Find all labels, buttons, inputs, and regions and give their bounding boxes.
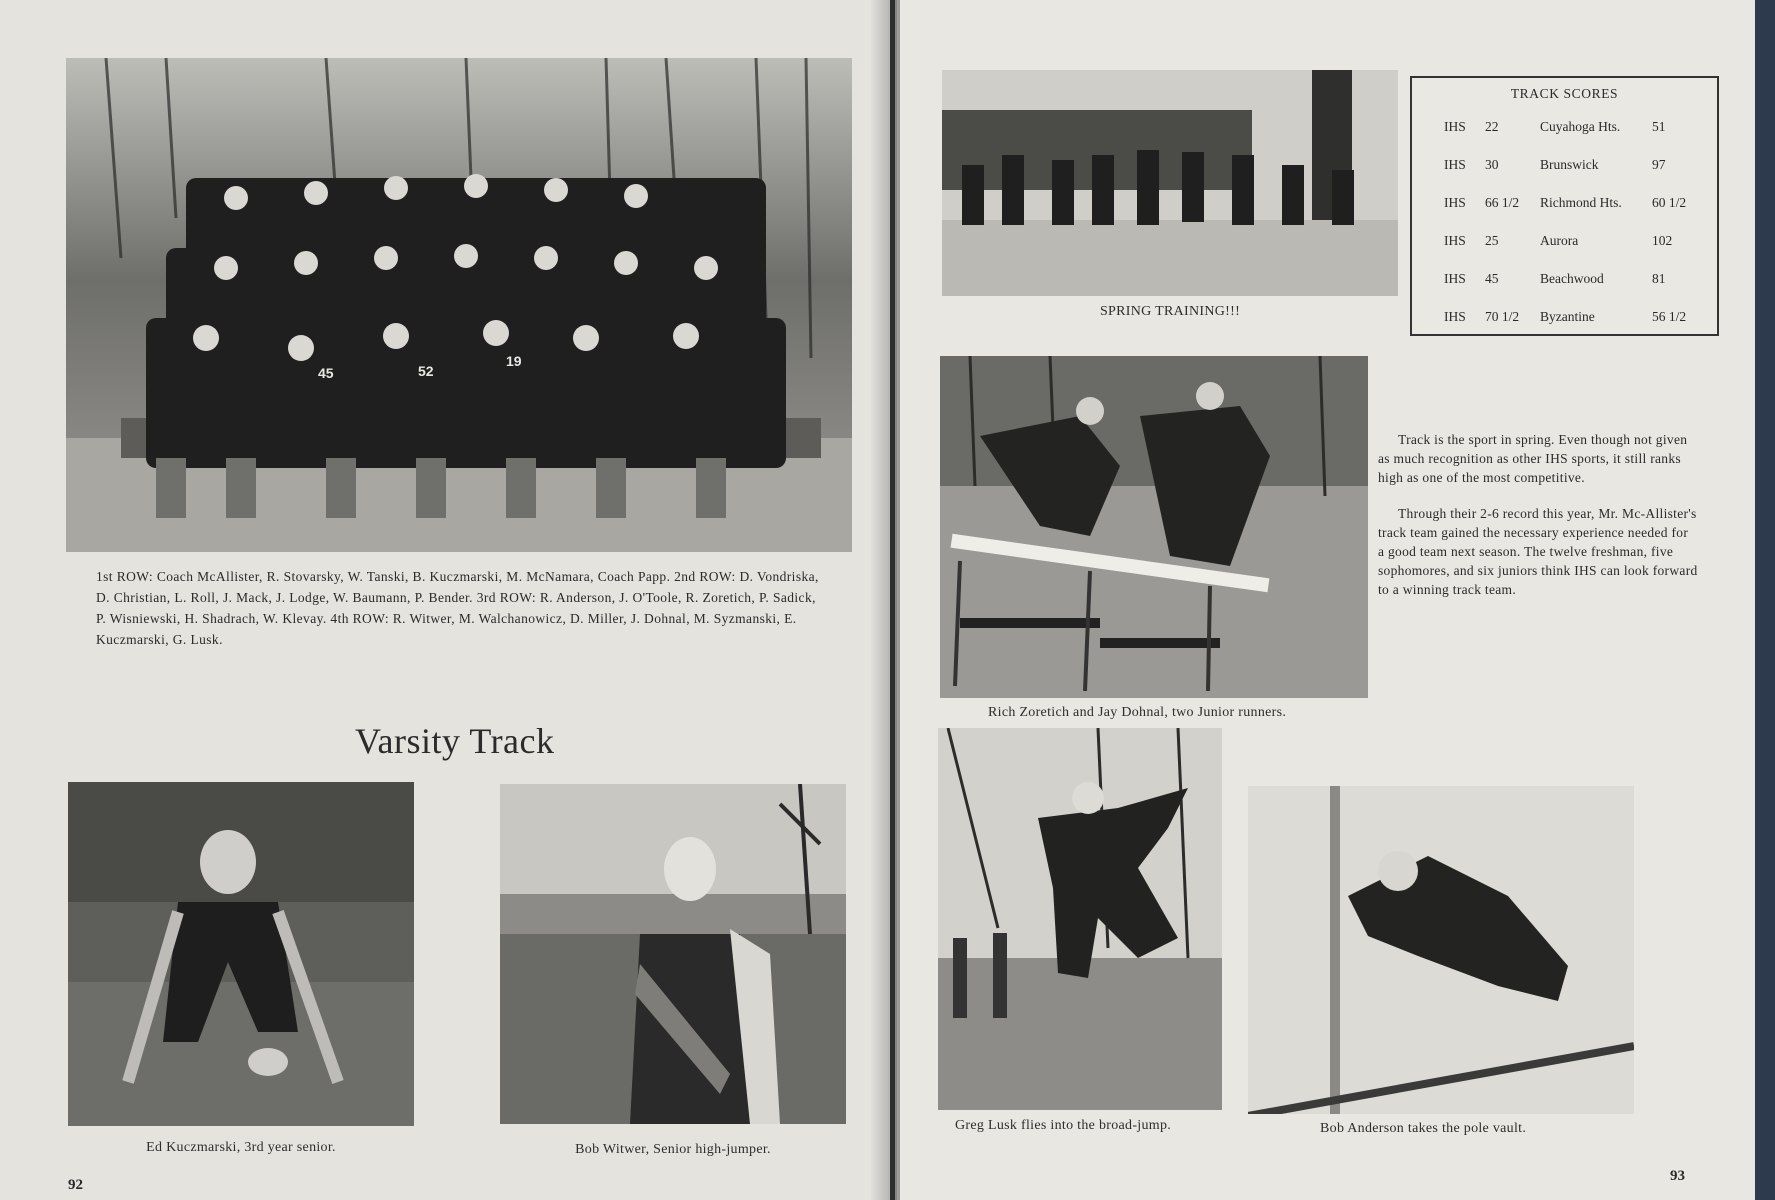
team-name: IHS xyxy=(1444,157,1466,172)
team-score: 45 xyxy=(1485,271,1499,286)
page-title: Varsity Track xyxy=(355,721,555,761)
pole-vault-caption: Bob Anderson takes the pole vault. xyxy=(1320,1121,1527,1136)
opponent-name: Aurora xyxy=(1540,233,1579,248)
jersey-number: 45 xyxy=(318,365,334,381)
opponent-name: Byzantine xyxy=(1540,309,1595,324)
jersey-number: 19 xyxy=(506,353,522,369)
opponent-score: 102 xyxy=(1652,233,1673,248)
book-cover-edge xyxy=(1755,0,1775,1200)
team-score: 70 1/2 xyxy=(1485,309,1520,324)
team-score: 25 xyxy=(1485,233,1499,248)
hurdle-caption: Rich Zoretich and Jay Dohnal, two Junior runners. xyxy=(988,705,1287,720)
high-jumper-caption: Bob Witwer, Senior high-jumper. xyxy=(575,1142,771,1157)
opponent-name: Beachwood xyxy=(1540,271,1604,286)
jersey-number: 52 xyxy=(418,363,434,379)
team-name: IHS xyxy=(1444,119,1466,134)
broad-jump-photo xyxy=(938,728,1222,1110)
team-name: IHS xyxy=(1444,309,1466,324)
team-score: 30 xyxy=(1485,157,1499,172)
score-row xyxy=(1412,271,1717,291)
book-spine xyxy=(870,0,900,1200)
article-paragraph: Through their 2-6 record this year, Mr. Mc-Allister's track team gained the necessary experience needed for a good team next season. The twelve freshman, five sophomores, and six juniors think IHS can look forward to a winning track team. xyxy=(1378,506,1698,597)
sprinter-photo xyxy=(68,782,414,1126)
score-row xyxy=(1412,119,1717,139)
sprinter-caption: Ed Kuczmarski, 3rd year senior. xyxy=(146,1140,336,1155)
opponent-score: 56 1/2 xyxy=(1652,309,1687,324)
opponent-name: Cuyahoga Hts. xyxy=(1540,119,1621,134)
score-row xyxy=(1412,195,1717,215)
page-number: 93 xyxy=(1670,1168,1685,1184)
hurdle-photo xyxy=(940,356,1368,698)
gym-training-photo xyxy=(942,70,1398,296)
team-photo xyxy=(66,58,852,552)
opponent-name: Richmond Hts. xyxy=(1540,195,1622,210)
pole-vault-photo xyxy=(1248,786,1634,1114)
opponent-score: 51 xyxy=(1652,119,1666,134)
opponent-score: 81 xyxy=(1652,271,1666,286)
score-row xyxy=(1412,157,1717,177)
page-number: 92 xyxy=(68,1177,83,1193)
opponent-score: 60 1/2 xyxy=(1652,195,1687,210)
article-text xyxy=(1378,430,1698,616)
opponent-score: 97 xyxy=(1652,157,1666,172)
team-roster-caption: 1st ROW: Coach McAllister, R. Stovarsky, W. Tanski, B. Kuczmarski, M. McNamara, Coach Papp. 2nd ROW: D. Vondriska, D. Christian, L. Roll, J. Mack, J. Lodge, W. Baumann, P. Bender. 3rd ROW: R. Anderson, J. O'Toole, R. Zoretich, P. Sadick, P. Wisniewski, H. Shadrach, W. Klevay. 4th ROW: R. Witwer, M. Walchanowicz, D. Miller, J. Dohnal, M. Syzmanski, E. Kuczmarski, G. Lusk. xyxy=(96,569,819,647)
high-jumper-photo xyxy=(500,784,846,1124)
team-name: IHS xyxy=(1444,195,1466,210)
gym-caption: SPRING TRAINING!!! xyxy=(1099,304,1241,319)
broad-jump-caption: Greg Lusk flies into the broad-jump. xyxy=(955,1118,1172,1133)
team-score: 66 1/2 xyxy=(1485,195,1520,210)
article-paragraph: Track is the sport in spring. Even though not given as much recognition as other IHS sports, it still ranks high as one of the most competitive. xyxy=(1378,432,1688,485)
team-name: IHS xyxy=(1444,271,1466,286)
team-name: IHS xyxy=(1444,233,1466,248)
track-scores-table xyxy=(1410,76,1719,336)
score-row xyxy=(1412,309,1717,329)
team-score: 22 xyxy=(1485,119,1499,134)
opponent-name: Brunswick xyxy=(1540,157,1599,172)
score-row xyxy=(1412,233,1717,253)
track-scores-title: TRACK SCORES xyxy=(1510,86,1619,101)
